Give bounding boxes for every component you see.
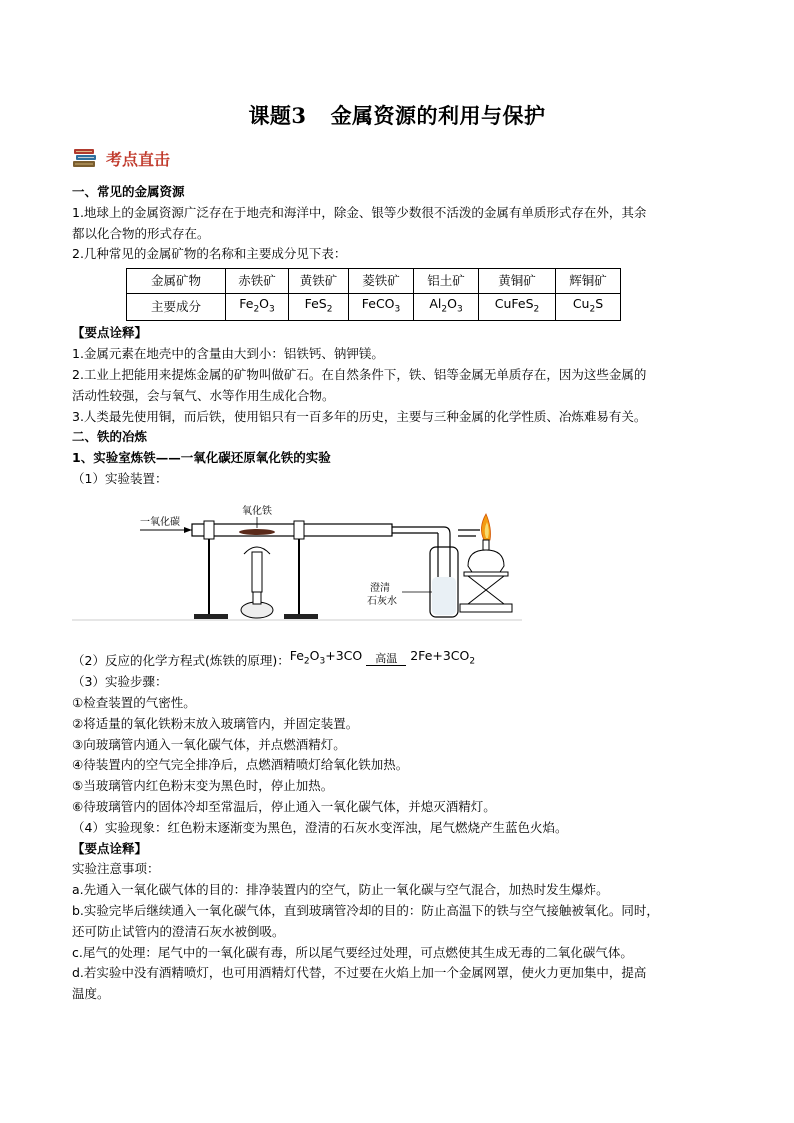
precaution-b1: b.实验完毕后继续通入一氧化碳气体，直到玻璃管冷却的目的：防止高温下的铁与空气接触被氧化。同时， (72, 902, 659, 918)
section-label: 考点直击 (106, 149, 171, 169)
reaction-condition: 高温 (366, 653, 406, 672)
key-points-heading-2: 【要点诠释】 (72, 840, 148, 856)
equation-line (72, 646, 732, 672)
title-prefix: 课题3 (248, 103, 307, 128)
label-co: 一氧化碳 (140, 516, 180, 528)
precaution-d1: d.若实验中没有酒精喷灯，也可用酒精灯代替，不过要在火焰上加一个金属网罩，使火力更加集中，提高 (72, 965, 647, 981)
step-item: ①检查装置的气密性。 (72, 694, 196, 710)
ore-table-header-row (127, 269, 621, 294)
precaution-b2: 还可防止试管内的澄清石灰水被倒吸。 (72, 923, 285, 939)
formula-cell: $Al_2O_3$ (414, 294, 479, 321)
label-limewater-1: 澄清 (370, 582, 390, 594)
step-item: ⑤当玻璃管内红色粉末变为黑色时，停止加热。 (72, 778, 334, 794)
formula-cell: $Cu_2S$ (556, 294, 621, 321)
formula-cell: CuFeS$_2$ (479, 294, 556, 321)
steps-label: （3）实验步骤： (72, 674, 168, 690)
equation-label: （2）反应的化学方程式(炼铁的原理)： (72, 653, 290, 669)
paragraph-2: 2.几种常见的金属矿物的名称和主要成分见下表： (72, 246, 347, 262)
table-header-cell: 金属矿物 (127, 269, 226, 294)
label-limewater-2: 石灰水 (367, 595, 397, 607)
page-title (0, 100, 794, 130)
key-points-heading: 【要点诠释】 (72, 325, 148, 341)
subheading-lab-experiment: 1、实验室炼铁——一氧化碳还原氧化铁的实验 (72, 450, 331, 466)
equation-lhs: $Fe_2O_3+3CO$ (289, 647, 363, 667)
content-body (72, 182, 732, 1005)
precautions-intro: 实验注意事项： (72, 861, 160, 877)
phenomenon: （4）实验现象：红色粉末逐渐变为黑色，澄清的石灰水变浑浊，尾气燃烧产生蓝色火焰。 (72, 819, 568, 835)
step-item: ④待装置内的空气完全排净后，点燃酒精喷灯给氧化铁加热。 (72, 757, 409, 773)
formula-cell: $Fe_2O_3$ (226, 294, 289, 321)
formula-cell: FeCO$_3$ (349, 294, 414, 321)
table-header-cell: 赤铁矿 (226, 269, 289, 294)
formula-cell: FeS$_2$ (289, 294, 349, 321)
table-header-cell: 黄铜矿 (479, 269, 556, 294)
key-point-2a: 2.工业上把能用来提炼金属的矿物叫做矿石。在自然条件下，铁、铝等金属无单质存在，因为这些金属的 (72, 367, 647, 383)
step-item: ②将适量的氧化铁粉末放入玻璃管内，并固定装置。 (72, 715, 359, 731)
precaution-a: a.先通入一氧化碳气体的目的：排净装置内的空气，防止一氧化碳与空气混合，加热时发生爆炸。 (72, 882, 609, 898)
apparatus-diagram (72, 492, 732, 642)
paragraph-1a: 1.地球上的金属资源广泛存在于地壳和海洋中，除金、银等少数很不活泼的金属有单质形式存在外，其余 (72, 204, 647, 220)
paragraph-1b: 都以化合物的形式存在。 (72, 225, 210, 241)
table-header-cell: 辉铜矿 (556, 269, 621, 294)
heading-iron-smelting: 二、铁的冶炼 (72, 429, 148, 445)
title-main: 金属资源的利用与保护 (330, 103, 546, 128)
ore-table-composition-row (127, 294, 621, 321)
equation-rhs: $2Fe+3CO_2$ (410, 647, 476, 667)
step-item: ⑥待玻璃管内的固体冷却至常温后，停止通入一氧化碳气体，并熄灭酒精灯。 (72, 798, 496, 814)
table-row-label: 主要成分 (127, 294, 226, 321)
label-fe2o3: 氧化铁 (242, 505, 272, 517)
apparatus-label: （1）实验装置： (72, 471, 168, 487)
precaution-c: c.尾气的处理：尾气中的一氧化碳有毒，所以尾气要经过处理，可点燃使其生成无毒的二氧化碳气体。 (72, 944, 633, 960)
table-header-cell: 黄铁矿 (289, 269, 349, 294)
key-point-1: 1.金属元素在地壳中的含量由大到小：铝铁钙、钠钾镁。 (72, 346, 384, 362)
section-header (72, 144, 170, 172)
table-header-cell: 铝土矿 (414, 269, 479, 294)
step-item: ③向玻璃管内通入一氧化碳气体，并点燃酒精灯。 (72, 736, 346, 752)
precaution-d2: 温度。 (72, 986, 110, 1002)
ore-table (126, 268, 621, 321)
table-header-cell: 菱铁矿 (349, 269, 414, 294)
key-point-2b: 活动性较强，会与氧气、水等作用生成化合物。 (72, 387, 335, 403)
key-point-3: 3.人类最先使用铜，而后铁，使用铝只有一百多年的历史，主要与三种金属的化学性质、冶炼难易有关。 (72, 408, 647, 424)
apparatus-figure (72, 492, 732, 642)
heading-metal-resources: 一、常见的金属资源 (72, 184, 185, 199)
books-icon (72, 146, 98, 170)
